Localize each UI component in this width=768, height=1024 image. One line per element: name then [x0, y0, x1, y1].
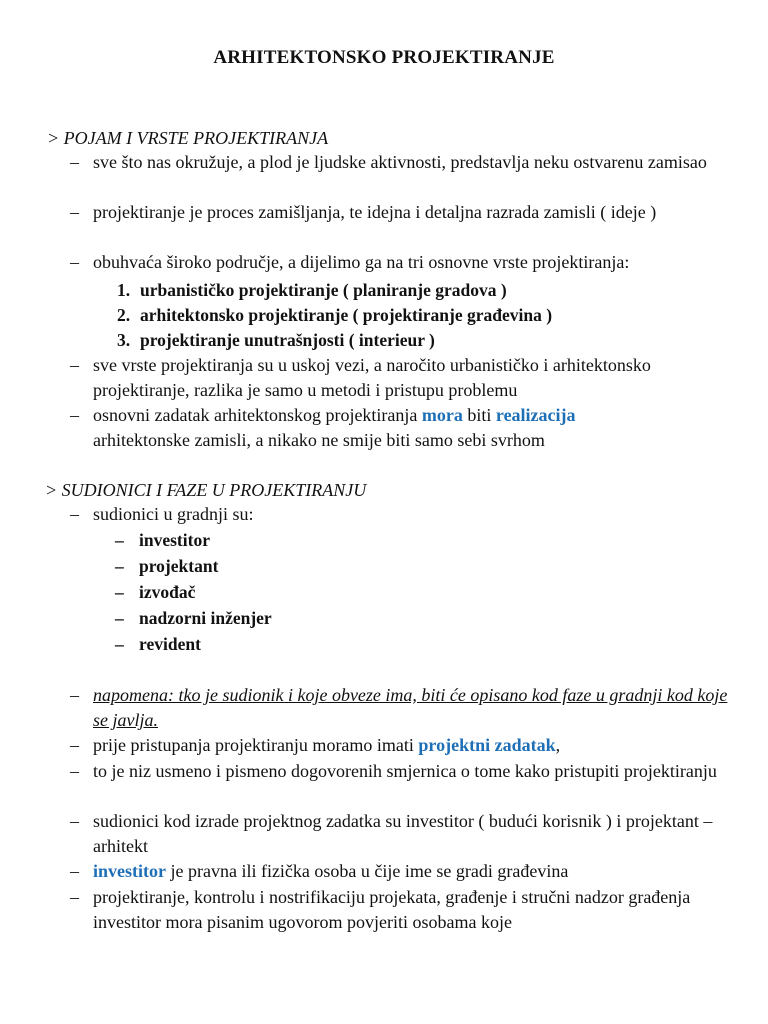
list-item-text: to je niz usmeno i pismeno dogovorenih smjernica o tome kako pristupiti projektiranju — [93, 761, 717, 781]
list-item-text: investitor je pravna ili fizička osoba u čije ime se gradi građevina — [93, 861, 569, 881]
list-item-note — [70, 683, 730, 733]
list-item — [70, 759, 730, 784]
item-text: urbanističko projektiranje ( planiranje gradova ) — [140, 280, 507, 300]
numbered-item — [117, 278, 507, 303]
list-item — [70, 859, 730, 884]
participant-item: – investitor — [115, 530, 210, 550]
dash-bullet: – — [70, 355, 79, 375]
list-item — [70, 403, 730, 453]
list-item-text: projektiranje je proces zamišljanja, te idejna i detaljna razrada zamisli ( ideje ) — [93, 202, 657, 222]
item-text: projektiranje unutrašnjosti ( interieur ) — [140, 330, 435, 350]
dash-bullet: – — [70, 405, 79, 425]
dash-bullet: – — [70, 887, 79, 907]
list-item-text: osnovni zadatak arhitektonskog projektiranja mora biti realizacija arhitektonske zamisli, a nikako ne smije biti samo sebi svrhom — [93, 405, 576, 450]
item-number: 1. — [117, 280, 131, 300]
numbered-item — [117, 303, 552, 328]
dash-bullet: – — [70, 202, 79, 222]
list-item — [70, 885, 730, 935]
highlight-investitor: investitor — [93, 861, 166, 881]
dash-bullet: – — [70, 152, 79, 172]
list-item-text: sve što nas okružuje, a plod je ljudske aktivnosti, predstavlja neku ostvarenu zamisao — [93, 152, 707, 172]
list-item-text: obuhvaća široko područje, a dijelimo ga na tri osnovne vrste projektiranja: — [93, 252, 630, 272]
dash-bullet: – — [70, 252, 79, 272]
item-number: 3. — [117, 330, 131, 350]
dash-bullet: – — [70, 861, 79, 881]
note-text: napomena: tko je sudionik i koje obveze ima, biti će opisano kod faze u gradnji kod koje se javlja. — [93, 685, 728, 730]
highlight-projektni-zadatak: projektni zadatak — [418, 735, 556, 755]
list-item — [70, 250, 730, 275]
dash-bullet: – — [70, 811, 79, 831]
highlight-mora: mora — [421, 405, 463, 425]
item-number: 2. — [117, 305, 131, 325]
section-heading-sudionici: > SUDIONICI I FAZE U PROJEKTIRANJU — [45, 480, 367, 500]
item-text: arhitektonsko projektiranje ( projektiranje građevina ) — [140, 305, 553, 325]
list-item — [70, 733, 730, 758]
document-title: ARHITEKTONSKO PROJEKTIRANJE — [213, 47, 555, 68]
participant-item: – izvođač — [115, 582, 196, 602]
list-item-text: sudionici u gradnji su: — [93, 504, 254, 524]
list-item-text: prije pristupanja projektiranju moramo imati projektni zadatak, — [93, 735, 561, 755]
list-item — [70, 809, 730, 859]
list-item — [70, 150, 730, 175]
list-item-text: sve vrste projektiranja su u uskoj vezi, a naročito urbanističko i arhitektonsko projektiranje, razlika je samo u metodi i pristupu problemu — [93, 355, 651, 400]
participant-item: – revident — [115, 634, 201, 654]
section-heading-pojam: > POJAM I VRSTE PROJEKTIRANJA — [47, 128, 329, 148]
list-item — [70, 200, 730, 225]
list-item-text: projektiranje, kontrolu i nostrifikaciju projekata, građenje i stručni nadzor građenja investitor mora pisanim ugovorom povjeriti osobama koje — [93, 887, 691, 932]
list-item — [70, 502, 730, 527]
numbered-item — [117, 328, 435, 353]
participant-item: – projektant — [115, 556, 219, 576]
dash-bullet: – — [70, 685, 79, 705]
dash-bullet: – — [70, 504, 79, 524]
list-item-text: sudionici kod izrade projektnog zadatka su investitor ( budući korisnik ) i projektant – arhitekt — [93, 811, 713, 856]
participant-item: – nadzorni inženjer — [115, 608, 272, 628]
dash-bullet: – — [70, 735, 79, 755]
dash-bullet: – — [70, 761, 79, 781]
list-item — [70, 353, 730, 403]
highlight-realizacija: realizacija — [495, 405, 576, 425]
